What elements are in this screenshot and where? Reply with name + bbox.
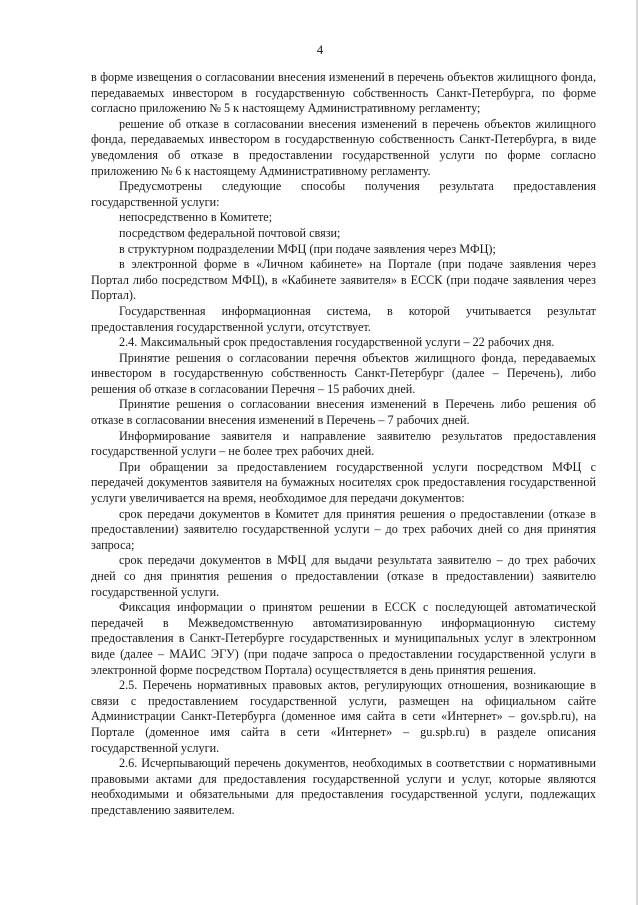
section-2-5: 2.5. Перечень нормативных правовых актов, регулирующих отношения, возникающие в связи с предоставлением государственной услуги, размещен на официальном сайте Администрации Санкт-Петербурга (доменное имя сайта в сети «Интернет» – gov.spb.ru), на Портале (доменное имя сайта в сети «Интернет» – gu.spb.ru) в разделе описания государственной услуги. xyxy=(91,678,596,755)
section-2-4: 2.4. Максимальный срок предоставления государственной услуги – 22 рабочих дня. xyxy=(119,335,555,350)
list-item: посредством федеральной почтовой связи; xyxy=(119,225,341,240)
paragraph: При обращении за предоставлением государственной услуги посредством МФЦ с передачей документов заявителя на бумажных носителях срок предоставления государственной услуги увеличивается на время, необходимое для передачи документов: xyxy=(91,459,596,506)
paragraph: Государственная информационная система, в которой учитывается результат предоставления государственной услуги, отсутствует. xyxy=(91,303,596,334)
document-body xyxy=(91,70,596,819)
page-number: 4 xyxy=(316,42,324,57)
paragraph: Принятие решения о согласовании внесения изменений в Перечень либо решения об отказе в согласовании внесения изменений в Перечень – 7 рабочих дней. xyxy=(91,397,596,428)
paragraph: Принятие решения о согласовании перечня объектов жилищного фонда, передаваемых инвестором в государственную собственность Санкт-Петербург (далее – Перечень), либо решения об отказе в согласовании Перечня – 15 рабочих дней. xyxy=(91,350,596,396)
paragraph: решение об отказе в согласовании внесения изменений в перечень объектов жилищного фонда, передаваемых инвестором в государственную собственность Санкт-Петербурга, в виде уведомления об отказе в предоставлении государственной услуги по форме согласно приложению № 6 к настоящему Административному регламенту. xyxy=(91,116,596,178)
paragraph: срок передачи документов в МФЦ для выдачи результата заявителю – до трех рабочих дней со дня принятия решения о предоставлении (отказе в предоставлении) заявителю государственной услуги. xyxy=(91,553,596,599)
list-item: непосредственно в Комитете; xyxy=(119,210,273,225)
paragraph: в форме извещения о согласовании внесения изменений в перечень объектов жилищного фонда, передаваемых инвестором в государственную собственность Санкт-Петербурга, по форме согласно приложению № 5 к настоящему Административному регламенту; xyxy=(91,70,596,116)
paragraph: Фиксация информации о принятом решении в ЕССК с последующей автоматической передачей в Межведомственную автоматизированную информационную систему предоставления в Санкт-Петербурге государственных и муниципальных услуг в электронном виде (далее – МАИС ЭГУ) (при подаче запроса о предоставлении государственной услуги в электронной форме посредством Портала) осуществляется в день принятия решения. xyxy=(91,600,596,677)
paragraph: Информирование заявителя и направление заявителю результатов предоставления государственной услуги – не более трех рабочих дней. xyxy=(91,428,596,459)
section-2-6: 2.6. Исчерпывающий перечень документов, необходимых в соответствии с нормативными правовыми актами для предоставления государственной услуги и услуг, которые являются необходимыми и обязательными для предоставления государственной услуги, подлежащих представлению заявителем. xyxy=(91,756,596,817)
list-item: в структурном подразделении МФЦ (при подаче заявления через МФЦ); xyxy=(119,241,496,256)
paragraph: срок передачи документов в Комитет для принятия решения о предоставлении (отказе в предоставлении) заявителю государственной услуги – до трех рабочих дней со дня принятия запроса; xyxy=(91,506,596,552)
list-item: в электронной форме в «Личном кабинете» на Портале (при подаче заявления через Портал либо посредством МФЦ), в «Кабинете заявителя» в ЕССК (при подаче заявления через Портал). xyxy=(91,257,596,303)
paragraph: Предусмотрены следующие способы получения результата предоставления государственной услуги: xyxy=(91,179,596,209)
scan-edge-divider xyxy=(636,0,638,905)
